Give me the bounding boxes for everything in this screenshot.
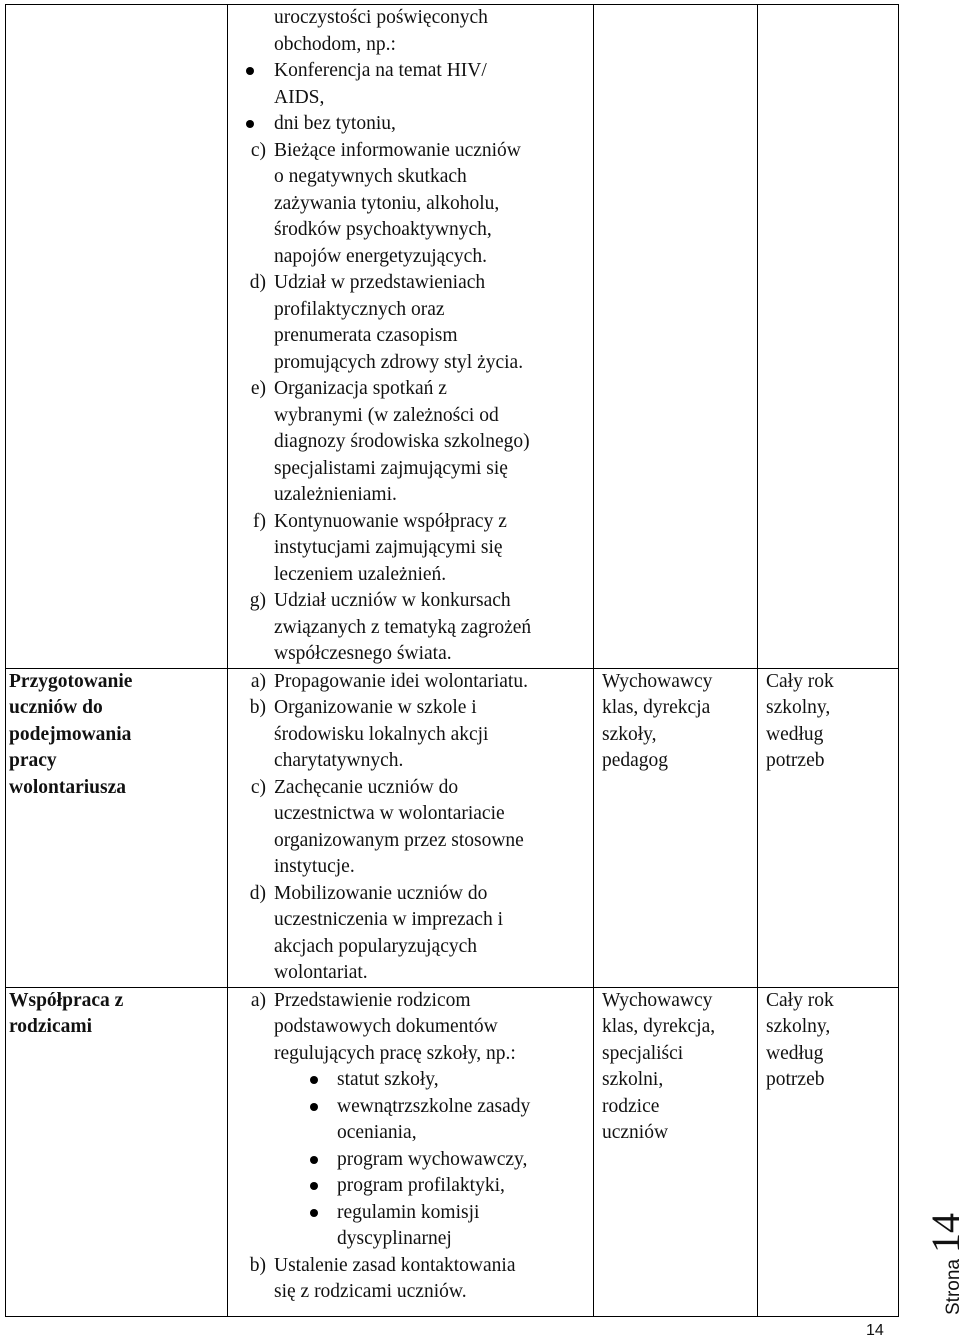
list-item: dni bez tytoniu,	[236, 111, 587, 138]
list-item: a) Propagowanie idei wolontariatu.	[250, 670, 528, 692]
document-bullet-list	[236, 1067, 587, 1253]
list-item: b) Ustalenie zasad kontaktowania się z rodzicami uczniów.	[249, 1254, 516, 1302]
bullet-icon	[310, 1156, 318, 1164]
bullet-icon	[310, 1182, 318, 1190]
task-list	[236, 138, 587, 668]
task-list	[236, 669, 587, 987]
list-item: regulamin komisji dyscyplinarnej	[236, 1200, 587, 1253]
deadline-text: Cały rok szkolny, według potrzeb	[766, 989, 834, 1090]
topic-cell	[6, 5, 228, 669]
lead-text: uroczystości poświęconych obchodom, np.:	[274, 7, 488, 55]
list-item: program profilaktyki,	[236, 1173, 587, 1200]
responsible-cell	[594, 987, 758, 1316]
list-item: e) Organizacja spotkań z wybranymi (w zależności od diagnozy środowiska szkolnego) specjalistami zajmującymi się uzależnieniami.	[250, 378, 530, 505]
side-page-word: Strona	[943, 1259, 964, 1315]
list-item: c) Bieżące informowanie uczniów o negatywnych skutkach zażywania tytoniu, alkoholu, środków psychoaktywnych, napojów energetyzujących.	[250, 139, 521, 267]
task-list	[236, 988, 587, 1068]
list-item: b) Organizowanie w szkole i środowisku lokalnych akcji charytatywnych.	[249, 697, 489, 771]
tasks-cell	[228, 987, 594, 1316]
responsible-cell	[594, 5, 758, 669]
bullet-icon	[246, 120, 254, 128]
bullet-list	[236, 58, 587, 138]
list-item: d) Mobilizowanie uczniów do uczestniczenia w imprezach i akcjach popularyzujących wolontariat.	[249, 882, 504, 983]
list-item: Konferencja na temat HIV/ AIDS,	[236, 58, 587, 111]
deadline-cell	[758, 987, 899, 1316]
page-number: 14	[866, 1322, 884, 1339]
table-row	[6, 5, 899, 669]
tasks-cell	[228, 668, 594, 987]
bullet-icon	[310, 1103, 318, 1111]
deadline-cell	[758, 668, 899, 987]
side-page-number: 14	[923, 1213, 968, 1254]
plan-table	[5, 4, 899, 1317]
table-row	[6, 987, 899, 1316]
deadline-text: Cały rok szkolny, według potrzeb	[766, 670, 834, 771]
bullet-icon	[310, 1076, 318, 1084]
bullet-icon	[246, 67, 254, 75]
topic-cell	[6, 987, 228, 1316]
deadline-cell	[758, 5, 899, 669]
topic-cell	[6, 668, 228, 987]
responsible-text: Wychowawcy klas, dyrekcja, specjaliści szkolni, rodzice uczniów	[602, 989, 716, 1143]
side-page-label	[922, 1205, 968, 1315]
tasks-cell	[228, 5, 594, 669]
list-item: statut szkoły,	[236, 1067, 587, 1094]
list-item: c) Zachęcanie uczniów do uczestnictwa w wolontariacie organizowanym przez stosowne instytucje.	[250, 776, 524, 877]
topic-title: Współpraca z rodzicami	[9, 989, 124, 1037]
bullet-icon	[310, 1209, 318, 1217]
list-item: a) Przedstawienie rodzicom podstawowych dokumentów regulujących pracę szkoły, np.:	[250, 989, 516, 1064]
list-item: f) Kontynuowanie współpracy z instytucjami zajmującymi się leczeniem uzależnień.	[253, 510, 507, 585]
list-item: wewnątrzszkolne zasady oceniania,	[236, 1094, 587, 1147]
table-row	[6, 668, 899, 987]
task-list	[236, 1253, 587, 1306]
list-item: program wychowawczy,	[236, 1147, 587, 1174]
responsible-text: Wychowawcy klas, dyrekcja szkoły, pedagog	[602, 670, 713, 771]
list-item: g) Udział uczniów w konkursach związanych z tematyką zagrożeń współczesnego świata.	[249, 590, 532, 664]
responsible-cell	[594, 668, 758, 987]
list-item: d) Udział w przedstawieniach profilaktycznych oraz prenumerata czasopism promujących zdrowy styl życia.	[249, 272, 524, 373]
topic-title: Przygotowanie uczniów do podejmowania pracy wolontariusza	[9, 670, 133, 798]
